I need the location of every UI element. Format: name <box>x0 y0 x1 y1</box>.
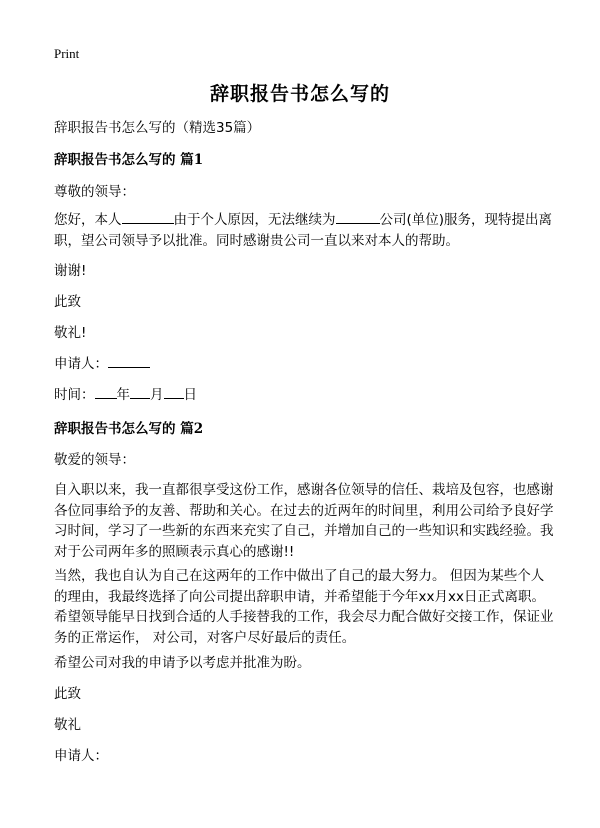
section-1-applicant: 申请人： <box>54 353 554 375</box>
month-blank <box>130 384 150 399</box>
section-1-closing-1: 此致 <box>54 294 81 310</box>
name-blank <box>122 209 174 224</box>
section-2-paragraph-3: 希望公司对我的申请予以考虑并批准为盼。 <box>54 655 311 671</box>
section-1-salutation: 尊敬的领导： <box>54 184 135 200</box>
section-2-closing-2: 敬礼 <box>54 717 81 733</box>
section-2-salutation: 敬爱的领导： <box>54 452 135 468</box>
document-intro: 辞职报告书怎么写的（精选35篇） <box>54 120 261 136</box>
year-blank <box>95 384 117 399</box>
section-1-closing-2: 敬礼! <box>54 325 87 341</box>
section-2-closing-1: 此致 <box>54 686 81 702</box>
section-2-applicant: 申请人： <box>54 748 108 764</box>
document-title: 辞职报告书怎么写的 <box>209 83 390 105</box>
section-2-paragraph-2: 当然，我也自认为自己在这两年的工作中做出了自己的最大努力。 但因为某些个人的理由，我最终选择了向公司提出辞职申请，并希望能于今年xx月xx日正式离职。希望领导能早日找到合适的人手接替我的工作，我会尽力配合做好交接工作，保证业务的正常运作， 对公司，对客户尽好最后的责任。 <box>54 568 554 646</box>
section-1-date: 时间： 年 月 日 <box>54 384 554 406</box>
print-link[interactable]: Print <box>54 46 80 61</box>
section-1-thanks: 谢谢! <box>54 263 87 279</box>
section-1-body: 您好，本人 由于个人原因，无法继续为 公司(单位)服务，现特提出离职，望公司领导予以批准。同时感谢贵公司一直以来对本人的帮助。 <box>54 209 554 251</box>
section-2-paragraph-1: 自入职以来，我一直都很享受这份工作，感谢各位领导的信任、栽培及包容，也感谢各位同事给予的友善、帮助和关心。在过去的近两年的时间里，利用公司给予良好学习时间，学习了一些新的东西来充实了自己，并增加自己的一些知识和实践经验。我对于公司两年多的照顾表示真心的感谢!! <box>54 482 554 560</box>
company-blank <box>336 209 380 224</box>
applicant-blank <box>108 353 150 368</box>
day-blank <box>164 384 184 399</box>
section-2-heading: 辞职报告书怎么写的 篇2 <box>54 421 204 437</box>
section-1-heading: 辞职报告书怎么写的 篇1 <box>54 152 204 168</box>
